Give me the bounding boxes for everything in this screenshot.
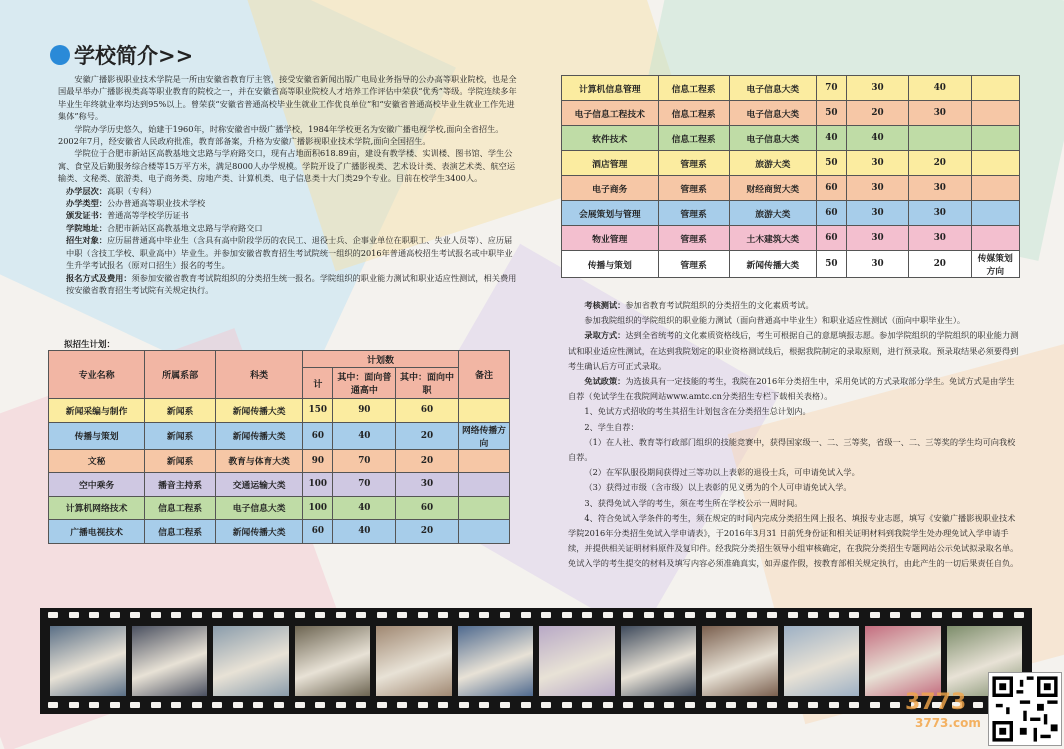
cell-major: 计算机网络技术 [49, 496, 145, 520]
cell-dept: 新闻系 [145, 399, 216, 423]
film-hole [377, 702, 387, 708]
cell-note: 传媒策划方向 [971, 251, 1020, 278]
exemption-item: 3、获得免试入学的考生，须在考生所在学校公示一周时间。 [584, 497, 803, 508]
col-total: 计 [303, 368, 333, 399]
cell-category: 电子信息大类 [729, 101, 816, 126]
cell-category: 新闻传播大类 [216, 520, 303, 544]
film-hole [171, 612, 181, 618]
film-hole [603, 612, 613, 618]
film-hole [479, 612, 489, 618]
exam-paragraph: 考核测试：参加省教育考试院组织的分类招生的文化素质考试。 [584, 300, 814, 310]
film-hole [438, 702, 448, 708]
cell-vs: 60 [396, 399, 459, 423]
cell-category: 财经商贸大类 [729, 176, 816, 201]
cell-hs: 30 [846, 76, 908, 101]
cell-major: 酒店管理 [562, 151, 659, 176]
cell-dept: 信息工程系 [658, 76, 729, 101]
film-hole [69, 612, 79, 618]
cell-category: 交通运输大类 [216, 473, 303, 497]
film-hole [397, 702, 407, 708]
film-hole [233, 612, 243, 618]
table-row [49, 520, 510, 544]
film-hole [870, 612, 880, 618]
cell-category: 电子信息大类 [216, 496, 303, 520]
cell-total: 60 [303, 520, 333, 544]
table-row [562, 176, 1020, 201]
cell-dept: 管理系 [658, 226, 729, 251]
qr-code-icon [988, 672, 1062, 746]
film-hole [562, 612, 572, 618]
cell-note [971, 126, 1020, 151]
film-hole [747, 702, 757, 708]
cell-total: 60 [817, 201, 847, 226]
exemption-item: （2）在军队服役期间获得过三等功以上表彰的退役士兵，可申请免试入学。 [584, 467, 860, 478]
cell-hs: 30 [846, 201, 908, 226]
film-hole [459, 612, 469, 618]
photo-frame [50, 626, 126, 696]
cell-vs: 20 [909, 251, 971, 278]
page-title: 学校简介>> [74, 43, 194, 68]
cell-vs: 40 [909, 76, 971, 101]
cell-major: 空中乘务 [49, 473, 145, 497]
film-hole [500, 612, 510, 618]
cell-major: 广播电视技术 [49, 520, 145, 544]
exemption-item: 4、符合免试入学条件的考生，须在规定的时间内完成分类招生网上报名、填报专业志愿，填写《安徽广播影视职业技术学院2016年分类招生免试入学申请表》，于2016年3月31 日前凭身份证和相关证明材料到我院学生处办理免试入学申请手续，并提供相关证明材料原件及复印件。经我院分类招生领导小组审核确定，在我院分类招生专题网站公示免试拟录取名单。免试入学的考生提交的材料及填写内容必须准确真实，如弄虚作假，按教育部相关规定执行，由此产生的一切后果责任自负。 [568, 512, 1019, 569]
table-row [562, 226, 1020, 251]
cell-note [971, 101, 1020, 126]
cell-dept: 管理系 [658, 201, 729, 226]
film-holes [48, 612, 1024, 620]
cell-dept: 管理系 [658, 176, 729, 201]
photo-frame [213, 626, 289, 696]
col-major: 专业名称 [49, 351, 145, 399]
photo-frame [865, 626, 941, 696]
film-hole [521, 702, 531, 708]
film-hole [418, 702, 428, 708]
film-frames [50, 626, 1022, 696]
film-hole [932, 612, 942, 618]
photo-frame [132, 626, 208, 696]
film-hole [808, 702, 818, 708]
film-hole [212, 702, 222, 708]
exemption-item: （1）在人社、教育等行政部门组织的技能竞赛中，获得国家级一、二、三等奖，省级一、二、三等奖的学生均可向我校自荐。 [568, 436, 1016, 463]
film-hole [952, 612, 962, 618]
table-row [49, 399, 510, 423]
film-hole [726, 612, 736, 618]
cell-vs: 20 [396, 520, 459, 544]
cell-vs: 30 [909, 201, 971, 226]
admission-paragraph: 录取方式：达到全省统考的文化素质资格线后，考生可根据自己的意愿填报志愿。参加学院组织的学院组织的职业能力测试和职业适应性测试，在达到我院划定的职业资格测试线后，根据我院制定的录取原则，进行预录取。预录取结果必须要得到考生确认后方可正式录取。 [568, 330, 1019, 371]
film-hole [973, 702, 983, 708]
table-row [562, 101, 1020, 126]
film-hole [562, 702, 572, 708]
photo-frame [376, 626, 452, 696]
watermark: 3773 [905, 690, 967, 715]
cell-dept: 管理系 [658, 151, 729, 176]
exam-paragraph-2: 参加我院组织的学院组织的职业能力测试（面向普通高中毕业生）和职业适应性测试（面向中职毕业生）。 [584, 315, 966, 326]
intro-paragraph: 安徽广播影视职业技术学院是一所由安徽省教育厅主管，接受安徽省新闻出版广电局业务指导的公办高等职业院校，也是全国最早举办广播影视类高等职业教育的院校之一，并在安徽省高等职业院校人才培养工作评估中荣获“优秀”等级。学院连续多年毕业生年终就业率均达到95%以上。曾荣获“安徽省普通高校毕业生就业工作优良单位”和“安徽省普通高校毕业生就业工作先进集体”称号。 [58, 74, 517, 122]
cell-vs: 20 [396, 449, 459, 473]
cell-hs: 20 [846, 101, 908, 126]
section-title [50, 40, 193, 70]
cell-major: 传播与策划 [49, 422, 145, 449]
info-item: 办学层次：高职（专科） [66, 185, 157, 196]
film-hole [253, 612, 263, 618]
intro-paragraph: 学院办学历史悠久，始建于1960年，时称安徽省中级广播学校，1984年学校更名为安徽广播电视学校,面向全省招生。2002年7月，经安徽省人民政府批准，教育部备案，升格为安徽广播影视职业技术学院,面向全国招生。 [58, 123, 504, 147]
film-hole [747, 612, 757, 618]
cell-vs: 20 [909, 151, 971, 176]
film-hole [315, 612, 325, 618]
photo-frame [458, 626, 534, 696]
cell-dept: 新闻系 [145, 449, 216, 473]
cell-hs: 70 [333, 473, 396, 497]
cell-major: 传播与策划 [562, 251, 659, 278]
table-row [49, 449, 510, 473]
film-hole [418, 612, 428, 618]
info-item: 招生对象：应历届普通高中毕业生（含具有高中阶段学历的农民工、退役士兵、企事业单位在职职工、失业人员等）、应历届中职（含技工学校、职业高中）毕业生。并参加安徽省教育招生考试院统一组织的2016年普通高校招生考试报名或中职毕业生升学考试报名（原对口招生）报名的考生。 [66, 235, 513, 271]
cell-vs: 20 [396, 422, 459, 449]
plan-label: 拟招生计划： [64, 340, 116, 350]
film-hole [726, 702, 736, 708]
film-hole [500, 702, 510, 708]
cell-major: 软件技术 [562, 126, 659, 151]
cell-dept: 信息工程系 [145, 520, 216, 544]
cell-dept: 信息工程系 [145, 496, 216, 520]
cell-total: 100 [303, 496, 333, 520]
cell-major: 物业管理 [562, 226, 659, 251]
cell-major: 文秘 [49, 449, 145, 473]
cell-hs: 40 [846, 126, 908, 151]
cell-note [971, 201, 1020, 226]
film-hole [644, 702, 654, 708]
cell-hs: 40 [333, 422, 396, 449]
info-item: 办学类型：公办普通高等职业技术学校 [66, 198, 206, 209]
photo-frame [702, 626, 778, 696]
film-hole [870, 702, 880, 708]
cell-dept: 信息工程系 [658, 126, 729, 151]
cell-hs: 70 [333, 449, 396, 473]
cell-note [971, 76, 1020, 101]
film-hole [541, 612, 551, 618]
table-row [562, 76, 1020, 101]
admission-text [568, 298, 1020, 572]
cell-total: 60 [817, 176, 847, 201]
photo-frame [621, 626, 697, 696]
film-hole [541, 702, 551, 708]
film-holes [48, 702, 1024, 710]
film-hole [171, 702, 181, 708]
film-hole [808, 612, 818, 618]
film-hole [788, 612, 798, 618]
enrollment-plan-table-1 [48, 350, 510, 544]
film-hole [89, 702, 99, 708]
cell-category: 教育与体育大类 [216, 449, 303, 473]
table-row [562, 151, 1020, 176]
cell-hs: 30 [846, 151, 908, 176]
watermark-url: 3773.com [915, 716, 981, 730]
exemption-paragraph: 免试政策：为选拔具有一定技能的考生，我院在2016年分类招生中，采用免试的方式录取部分学生。免试方式是由学生自荐（免试学生在我院网站www.amtc.cn分类招生专栏下载相关表格）。 [568, 376, 1015, 402]
film-hole [1014, 612, 1024, 618]
cell-vs: 30 [909, 226, 971, 251]
film-hole [295, 612, 305, 618]
cell-total: 50 [817, 151, 847, 176]
film-hole [397, 612, 407, 618]
cell-dept: 管理系 [658, 251, 729, 278]
cell-total: 90 [303, 449, 333, 473]
cell-vs: 30 [909, 176, 971, 201]
film-hole [829, 702, 839, 708]
cell-dept: 新闻系 [145, 422, 216, 449]
table-row [562, 201, 1020, 226]
cell-total: 50 [817, 101, 847, 126]
film-hole [69, 702, 79, 708]
film-hole [685, 702, 695, 708]
film-hole [336, 702, 346, 708]
film-hole [829, 612, 839, 618]
film-hole [706, 702, 716, 708]
film-hole [315, 702, 325, 708]
film-hole [788, 702, 798, 708]
cell-hs: 90 [333, 399, 396, 423]
film-hole [130, 612, 140, 618]
film-hole [151, 702, 161, 708]
cell-note [971, 176, 1020, 201]
cell-total: 60 [817, 226, 847, 251]
cell-hs: 30 [846, 226, 908, 251]
film-hole [130, 702, 140, 708]
info-item: 学院地址：合肥市新站区高教基地文忠路与学府路交口 [66, 222, 263, 233]
film-hole [151, 612, 161, 618]
film-hole [890, 612, 900, 618]
info-item: 报名方式及费用：须参加安徽省教育考试院组织的分类招生统一报名。学院组织的职业能力测试和职业适应性测试，相关费用按安徽省教育招生考试院有关规定执行。 [66, 272, 517, 295]
intro-text [58, 73, 520, 296]
cell-category: 电子信息大类 [729, 126, 816, 151]
cell-major: 新闻采编与制作 [49, 399, 145, 423]
table-row [49, 473, 510, 497]
film-hole [274, 702, 284, 708]
cell-total: 150 [303, 399, 333, 423]
film-hole [295, 702, 305, 708]
table-row [562, 251, 1020, 278]
film-hole [192, 702, 202, 708]
film-hole [993, 612, 1003, 618]
film-hole [479, 702, 489, 708]
film-hole [459, 702, 469, 708]
cell-hs: 40 [333, 520, 396, 544]
film-hole [253, 702, 263, 708]
film-hole [664, 702, 674, 708]
film-hole [48, 612, 58, 618]
photo-frame [784, 626, 860, 696]
film-hole [603, 702, 613, 708]
cell-note [458, 449, 509, 473]
film-hole [849, 702, 859, 708]
film-hole [356, 612, 366, 618]
exemption-item: （3）获得过市级（含市级）以上表彰的见义勇为的个人可申请免试入学。 [584, 482, 852, 493]
cell-hs: 40 [333, 496, 396, 520]
cell-category: 旅游大类 [729, 151, 816, 176]
cell-dept: 信息工程系 [658, 101, 729, 126]
enrollment-plan-table-2 [561, 75, 1020, 278]
cell-hs: 30 [846, 176, 908, 201]
cell-hs: 30 [846, 251, 908, 278]
table-row [562, 126, 1020, 151]
cell-vs: 30 [909, 101, 971, 126]
photo-frame [539, 626, 615, 696]
table-row [49, 496, 510, 520]
film-hole [849, 612, 859, 618]
film-hole [767, 612, 777, 618]
cell-category: 电子信息大类 [729, 76, 816, 101]
col-dept: 所属系部 [145, 351, 216, 399]
cell-note [458, 520, 509, 544]
col-vs: 其中：面向中职 [396, 368, 459, 399]
cell-category: 新闻传播大类 [216, 399, 303, 423]
intro-paragraph: 学院位于合肥市新站区高教基地文忠路与学府路交口，现有占地面积618.89亩，建设有教学楼、实训楼、图书馆、学生公寓、食堂及后勤服务综合楼等15万平方米，满足8000人办学规模。学院开设了广播影视类、艺术设计类、表演艺术类、航空运输类、文秘类、旅游类、电子商务类、房地产类、计算机类、电子信息类十大门类29个专业。目前在校学生3400人。 [58, 148, 516, 184]
cell-note: 网络传播方向 [458, 422, 509, 449]
cell-major: 会展策划与管理 [562, 201, 659, 226]
cell-category: 旅游大类 [729, 201, 816, 226]
film-hole [664, 612, 674, 618]
col-hs: 其中：面向普通高中 [333, 368, 396, 399]
cell-note [971, 226, 1020, 251]
film-hole [274, 612, 284, 618]
cell-category: 新闻传播大类 [729, 251, 816, 278]
cell-dept: 播音主持系 [145, 473, 216, 497]
film-hole [582, 612, 592, 618]
film-hole [623, 702, 633, 708]
cell-total: 50 [817, 251, 847, 278]
col-note: 备注 [458, 351, 509, 399]
col-category: 科类 [216, 351, 303, 399]
film-hole [192, 612, 202, 618]
cell-major: 电子信息工程技术 [562, 101, 659, 126]
film-hole [212, 612, 222, 618]
film-hole [110, 612, 120, 618]
cell-vs: 60 [396, 496, 459, 520]
cell-major: 计算机信息管理 [562, 76, 659, 101]
film-hole [623, 612, 633, 618]
exemption-item: 2、学生自荐： [584, 421, 639, 432]
table-row [49, 422, 510, 449]
film-hole [356, 702, 366, 708]
cell-total: 70 [817, 76, 847, 101]
cell-major: 电子商务 [562, 176, 659, 201]
cell-vs: 30 [396, 473, 459, 497]
cell-note [971, 151, 1020, 176]
cell-note [458, 473, 509, 497]
photo-frame [295, 626, 371, 696]
exemption-item: 1、免试方式招收的考生其招生计划包含在分类招生总计划内。 [584, 406, 811, 417]
film-hole [48, 702, 58, 708]
film-hole [89, 612, 99, 618]
film-hole [377, 612, 387, 618]
film-hole [644, 612, 654, 618]
cell-note [458, 399, 509, 423]
film-hole [706, 612, 716, 618]
film-hole [890, 702, 900, 708]
film-hole [911, 612, 921, 618]
film-hole [110, 702, 120, 708]
info-item: 颁发证书：普通高等学校学历证书 [66, 210, 189, 221]
film-hole [336, 612, 346, 618]
film-hole [438, 612, 448, 618]
bullet-dot-icon [50, 45, 70, 65]
cell-total: 100 [303, 473, 333, 497]
cell-total: 60 [303, 422, 333, 449]
cell-total: 40 [817, 126, 847, 151]
film-hole [767, 702, 777, 708]
film-hole [521, 612, 531, 618]
cell-note [458, 496, 509, 520]
film-hole [233, 702, 243, 708]
film-hole [685, 612, 695, 618]
cell-category: 土木建筑大类 [729, 226, 816, 251]
cell-vs [909, 126, 971, 151]
film-hole [973, 612, 983, 618]
photo-film-strip [40, 608, 1032, 714]
film-hole [582, 702, 592, 708]
cell-category: 新闻传播大类 [216, 422, 303, 449]
col-plan: 计划数 [303, 351, 459, 368]
